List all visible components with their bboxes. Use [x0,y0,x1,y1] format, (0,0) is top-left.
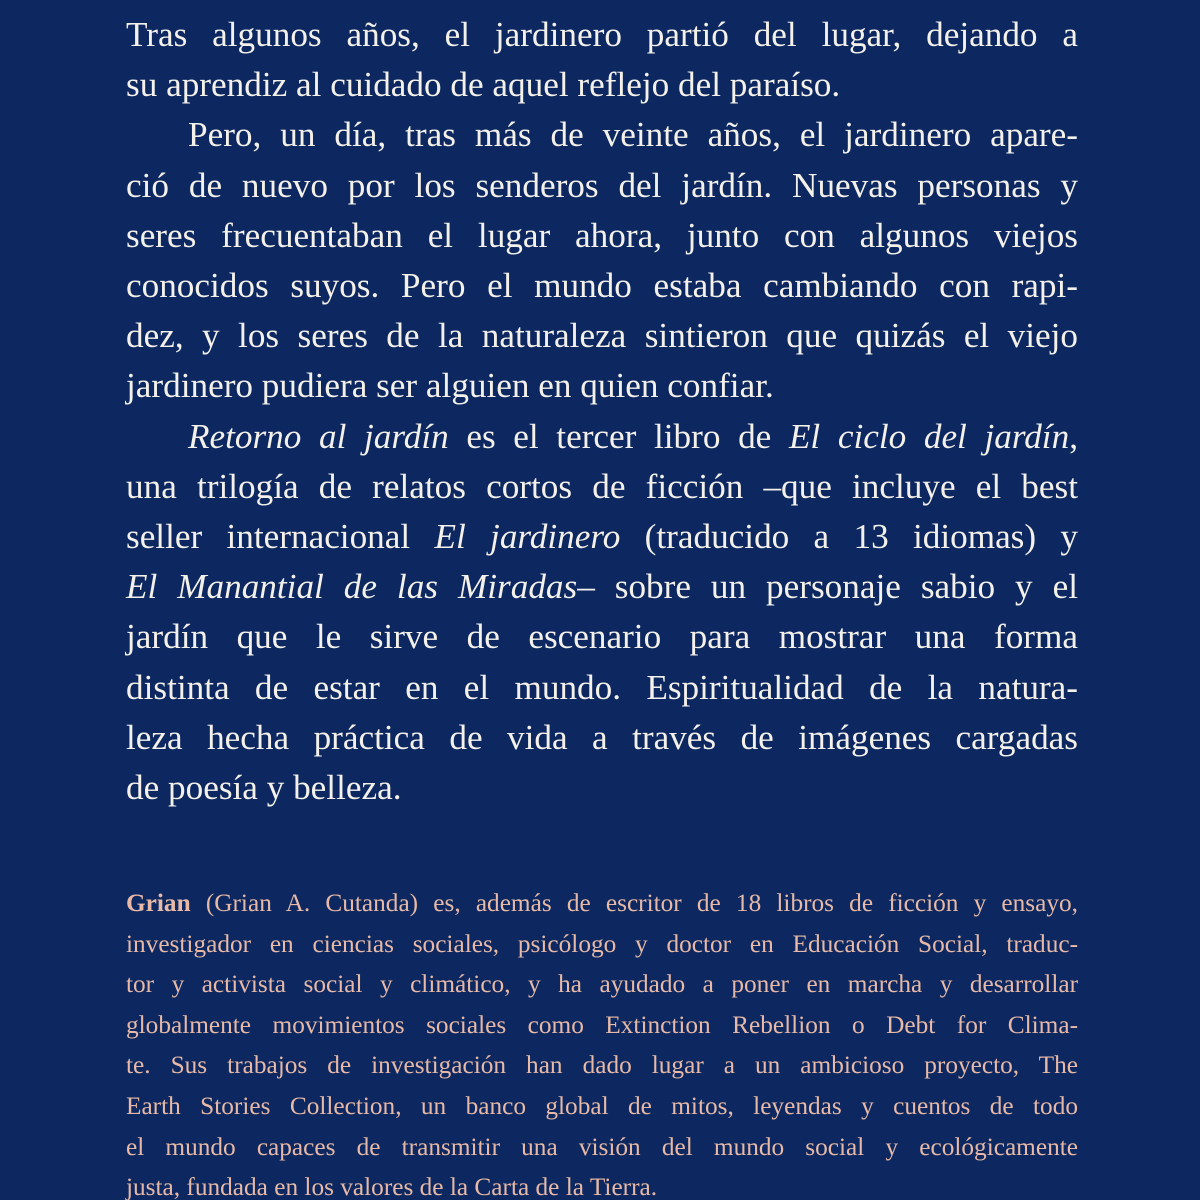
text-line: leza hecha práctica de vida a través de imágenes cargadas [126,717,1078,757]
text-line: jardín que le sirve de escenario para mostrar una forma [126,617,1078,657]
blurb-paragraph-2 [126,110,1078,361]
text-line: su aprendiz al cuidado de aquel reflejo del paraíso. [126,65,841,105]
text-line: Pero, un día, tras más de veinte años, el jardinero apare- [188,115,1078,155]
blurb-paragraph-3 [126,412,1078,763]
text-line: dez, y los seres de la naturaleza sintieron que quizás el viejo [126,316,1078,356]
bio-line [126,883,1078,924]
author-name: Grian [126,889,191,917]
text-line: de poesía y belleza. [126,768,402,808]
text-line: Tras algunos años, el jardinero partió del lugar, dejando a [126,15,1078,54]
bio-line: el mundo capaces de transmitir una visión del mundo social y ecológicamente [126,1132,1078,1161]
text-line: seres frecuentaban el lugar ahora, junto con algunos viejos [126,215,1078,255]
bio-line: Earth Stories Collection, un banco global de mitos, leyendas y cuentos de todo [126,1091,1078,1120]
bio-line: investigador en ciencias sociales, psicólogo y doctor en Educación Social, traduc- [126,929,1078,958]
blurb-paragraph-2-end [126,361,1078,411]
bio-line: globalmente movimientos sociales como Extinction Rebellion o Debt for Clima- [126,1010,1078,1039]
text-fragment: (traducido a 13 idiomas) y [620,517,1078,557]
text-fragment: – sobre un personaje sabio y el [577,567,1078,607]
text-fragment: (Grian A. Cutanda) es, además de escritor de 18 libros de ficción y ensayo, [190,889,1078,917]
text-fragment: es el tercer libro de [448,416,789,456]
bio-line: te. Sus trabajos de investigación han dado lugar a un ambicioso proyecto, The [126,1051,1078,1080]
author-bio [126,883,1078,1200]
bio-line: tor y activista social y climático, y ha ayudado a poner en marcha y desarrollar [126,970,1078,999]
book-title-jardinero: El jardinero [434,517,621,557]
text-fragment: seller internacional [126,517,435,557]
text-line [126,512,1078,562]
text-line: jardinero pudiera ser alguien en quien confiar. [126,366,774,406]
text-line [126,412,1078,462]
text-line: conocidos suyos. Pero el mundo estaba cambiando con rapi- [126,266,1078,306]
text-line: una trilogía de relatos cortos de ficción –que incluye el best [126,466,1078,506]
text-fragment: , [1069,416,1078,456]
book-title-retorno: Retorno al jardín [188,416,449,456]
text-line [126,562,1078,612]
series-title: El ciclo del jardín [788,416,1070,456]
blurb-paragraph-1 [126,10,1078,60]
book-title-manantial: El Manantial de las Miradas [126,567,578,607]
text-line: distinta de estar en el mundo. Espiritualidad de la natura- [126,667,1078,707]
book-blurb [126,10,1078,813]
blurb-paragraph-3-end [126,763,1078,813]
bio-line: justa, fundada en los valores de la Carta de la Tierra. [126,1173,658,1200]
blurb-paragraph-1-end [126,60,1078,110]
text-line: ció de nuevo por los senderos del jardín. Nuevas personas y [126,165,1078,205]
